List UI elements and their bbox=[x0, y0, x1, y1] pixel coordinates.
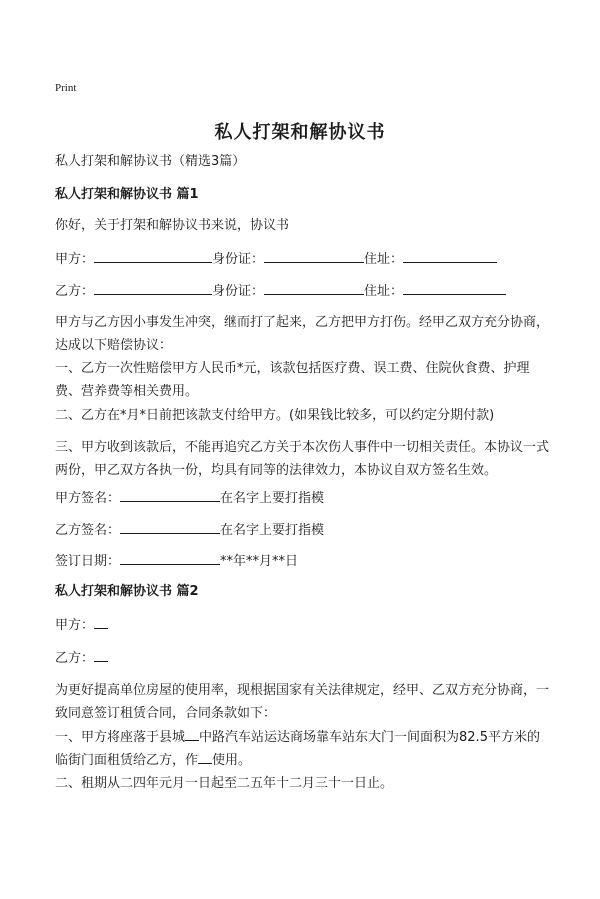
section1-heading: 私人打架和解协议书 篇1 bbox=[55, 187, 199, 202]
document-subtitle: 私人打架和解协议书（精选3篇） bbox=[55, 154, 246, 169]
section2-party-b-blank bbox=[94, 647, 108, 662]
section1-paragraph-2: 一、乙方一次性赔偿甲方人民币*元，该款包括医疗费、误工费、住院伙食费、护理费、营养费等相关费用。 bbox=[55, 361, 530, 399]
party-b-id-label: 身份证： bbox=[212, 284, 265, 299]
section2-heading: 私人打架和解协议书 篇2 bbox=[55, 584, 199, 599]
party-a-name-blank bbox=[94, 248, 212, 263]
party-a-id-blank bbox=[264, 248, 364, 263]
party-b-line bbox=[55, 280, 506, 302]
section2-party-a-blank bbox=[94, 614, 108, 629]
section1-paragraph-4: 三、甲方收到该款后，不能再追究乙方关于本次伤人事件中一切相关责任。本协议一式两份，甲乙双方各执一份，均具有同等的法律效力，本协议自双方签名生效。 bbox=[55, 440, 550, 478]
document-title: 私人打架和解协议书 bbox=[214, 122, 386, 143]
sign-date-note: **年**月**日 bbox=[220, 554, 299, 569]
party-b-name-blank bbox=[94, 280, 212, 295]
section2-p2-part-a: 一、甲方将座落于县城 bbox=[55, 730, 186, 745]
print-label: Print bbox=[55, 82, 77, 94]
section2-party-a-line bbox=[55, 614, 108, 636]
section1-paragraph-3: 二、乙方在*月*日前把该款支付给甲方。(如果钱比较多，可以约定分期付款) bbox=[55, 408, 495, 423]
section2-party-b-line bbox=[55, 647, 108, 669]
sign-a-blank bbox=[120, 487, 220, 502]
section2-paragraph-1: 为更好提高单位房屋的使用率，现根据国家有关法律规定，经甲、乙双方充分协商，一致同意签订租赁合同，合同条款如下： bbox=[55, 683, 550, 721]
sign-a-note: 在名字上要打指模 bbox=[220, 491, 325, 506]
party-b-id-blank bbox=[264, 280, 364, 295]
section2-party-a-label: 甲方： bbox=[55, 618, 95, 633]
sign-b-note: 在名字上要打指模 bbox=[220, 523, 325, 538]
section2-p2-part-b: 中路汽车站运达商场靠车站东大门一间面积为82.5平方米的临街门面租赁给乙方，作 bbox=[55, 730, 540, 768]
section2-party-b-label: 乙方： bbox=[55, 651, 95, 666]
party-b-label: 乙方： bbox=[55, 284, 95, 299]
section2-p2-part-c: 使用。 bbox=[212, 753, 252, 768]
party-a-label: 甲方： bbox=[55, 252, 95, 267]
section2-paragraph-3: 二、租期从二四年元月一日起至二五年十二月三十一日止。 bbox=[55, 776, 394, 791]
sign-a-label: 甲方签名： bbox=[55, 491, 121, 506]
sign-b-label: 乙方签名： bbox=[55, 523, 121, 538]
party-b-addr-blank bbox=[403, 280, 506, 295]
party-a-addr-label: 住址： bbox=[364, 252, 404, 267]
sign-date-blank bbox=[120, 550, 220, 565]
section1-paragraph-1: 甲方与乙方因小事发生冲突，继而打了起来，乙方把甲方打伤。经甲乙双方充分协商，达成以下赔偿协议： bbox=[55, 315, 550, 353]
section1-intro: 你好，关于打架和解协议书来说，协议书 bbox=[55, 218, 290, 233]
section2-county-blank bbox=[185, 726, 199, 741]
sign-date-line bbox=[55, 550, 298, 572]
sign-b-blank bbox=[120, 519, 220, 534]
party-b-addr-label: 住址： bbox=[364, 284, 404, 299]
party-a-id-label: 身份证： bbox=[212, 252, 265, 267]
section2-paragraph-2 bbox=[55, 726, 550, 772]
sign-b-line bbox=[55, 519, 324, 541]
party-a-addr-blank bbox=[403, 248, 497, 263]
party-a-line bbox=[55, 248, 497, 270]
section2-use-blank bbox=[198, 749, 212, 764]
sign-a-line bbox=[55, 487, 324, 509]
sign-date-label: 签订日期： bbox=[55, 554, 121, 569]
